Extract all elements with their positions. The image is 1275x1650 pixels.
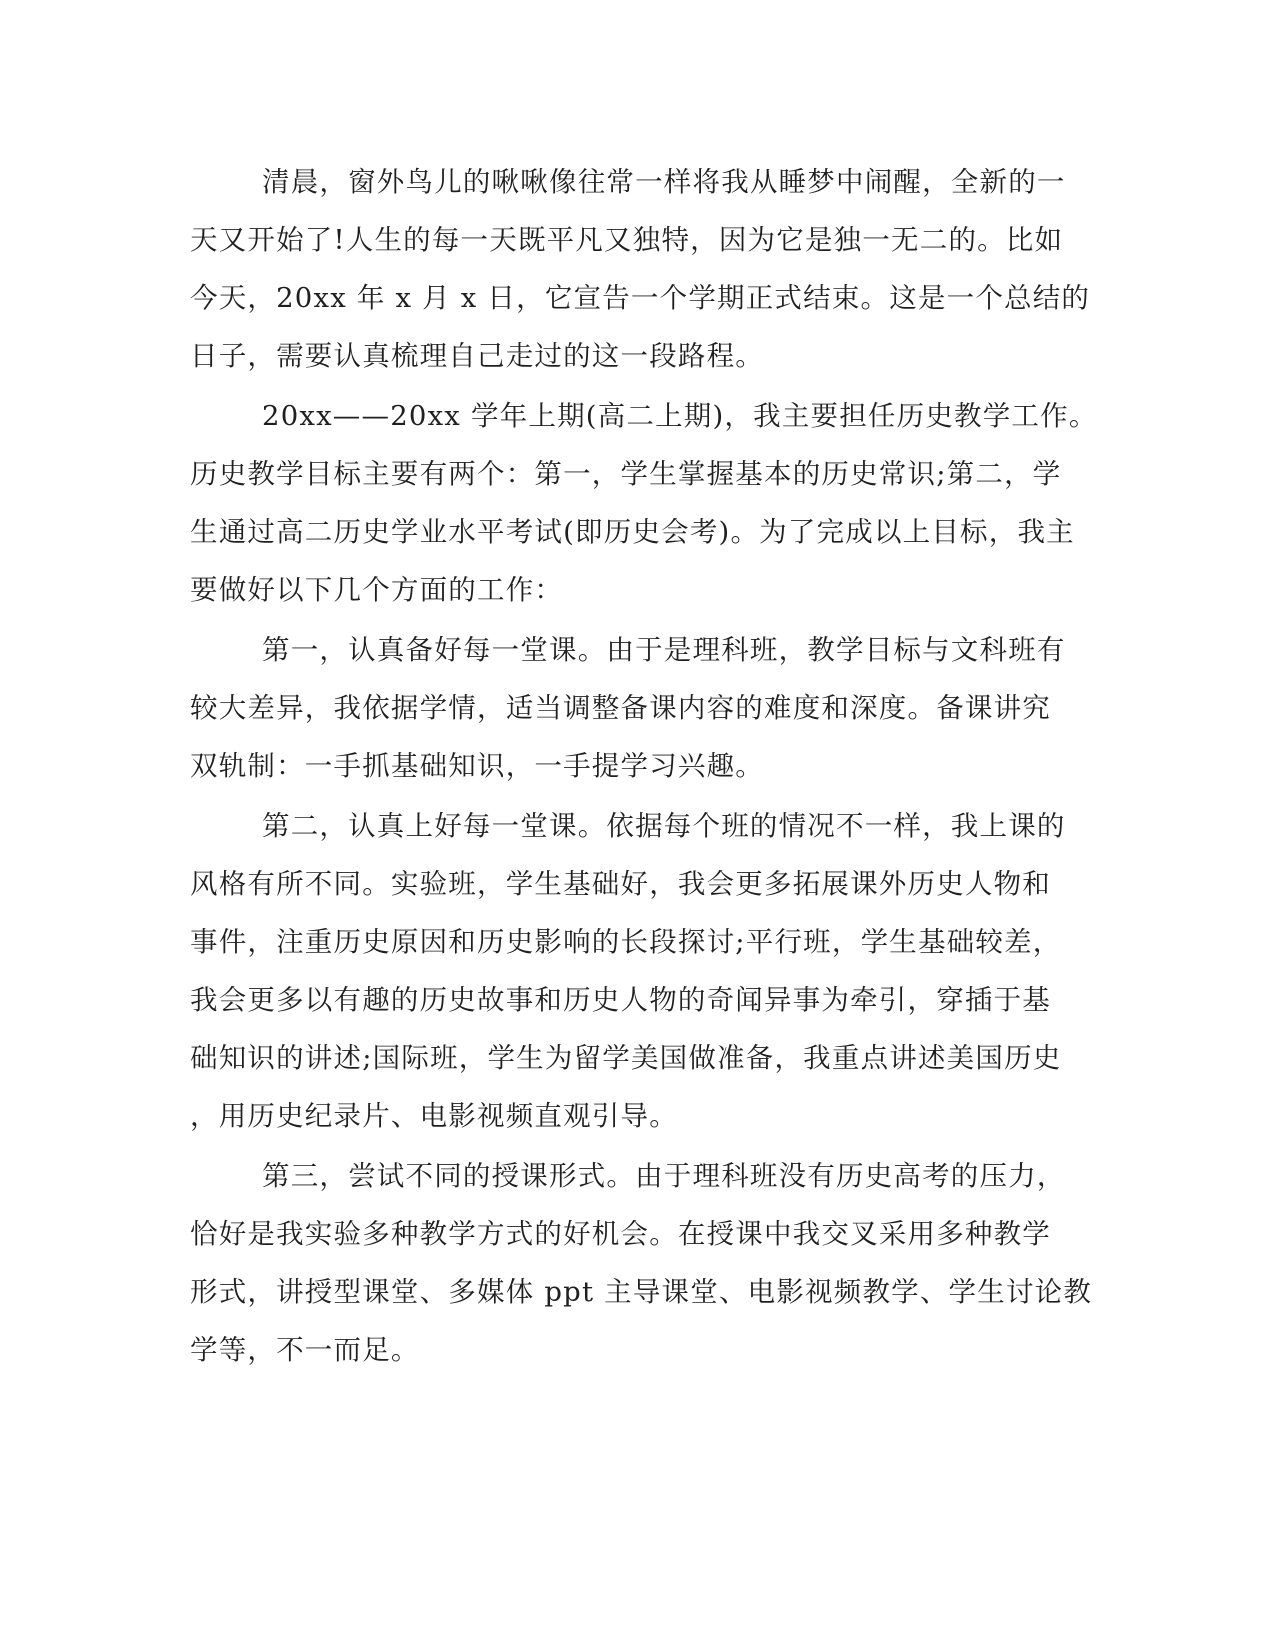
text-line: 第一，认真备好每一堂课。由于是理科班，教学目标与文科班有 (262, 634, 1066, 666)
text-line: 学等，不一而足。 (190, 1334, 420, 1366)
text-line: 事件，注重历史原因和历史影响的长段探讨;平行班，学生基础较差， (190, 926, 1062, 958)
text-line: 生通过高二历史学业水平考试(即历史会考)。为了完成以上目标，我主 (190, 516, 1075, 548)
text-line: 今天，20xx 年 x 月 x 日，它宣告一个学期正式结束。这是一个总结的 (190, 282, 1091, 314)
text-line: 础知识的讲述;国际班，学生为留学美国做准备，我重点讲述美国历史 (190, 1042, 1062, 1074)
text-line: 双轨制：一手抓基础知识，一手提学习兴趣。 (190, 750, 764, 782)
text-line: ，用历史纪录片、电影视频直观引导。 (190, 1100, 678, 1132)
text-line: 我会更多以有趣的历史故事和历史人物的奇闻异事为牵引，穿插于基 (190, 984, 1051, 1016)
text-line: 20xx——20xx 学年上期(高二上期)，我主要担任历史教学工作。 (262, 400, 1098, 432)
text-line: 历史教学目标主要有两个：第一，学生掌握基本的历史常识;第二，学 (190, 458, 1062, 490)
text-line: 要做好以下几个方面的工作： (190, 574, 564, 606)
text-line: 第二，认真上好每一堂课。依据每个班的情况不一样，我上课的 (262, 810, 1066, 842)
text-line: 第三，尝试不同的授课形式。由于理科班没有历史高考的压力， (262, 1160, 1066, 1192)
text-line: 形式，讲授型课堂、多媒体 ppt 主导课堂、电影视频教学、学生讨论教 (190, 1276, 1093, 1308)
text-line: 清晨，窗外鸟儿的啾啾像往常一样将我从睡梦中闹醒，全新的一 (262, 166, 1066, 198)
text-line: 日子，需要认真梳理自己走过的这一段路程。 (190, 340, 764, 372)
text-line: 天又开始了!人生的每一天既平凡又独特，因为它是独一无二的。比如 (190, 224, 1064, 256)
text-line: 恰好是我实验多种教学方式的好机会。在授课中我交叉采用多种教学 (190, 1218, 1051, 1250)
text-line: 较大差异，我依据学情，适当调整备课内容的难度和深度。备课讲究 (190, 692, 1051, 724)
text-line: 风格有所不同。实验班，学生基础好，我会更多拓展课外历史人物和 (190, 868, 1051, 900)
